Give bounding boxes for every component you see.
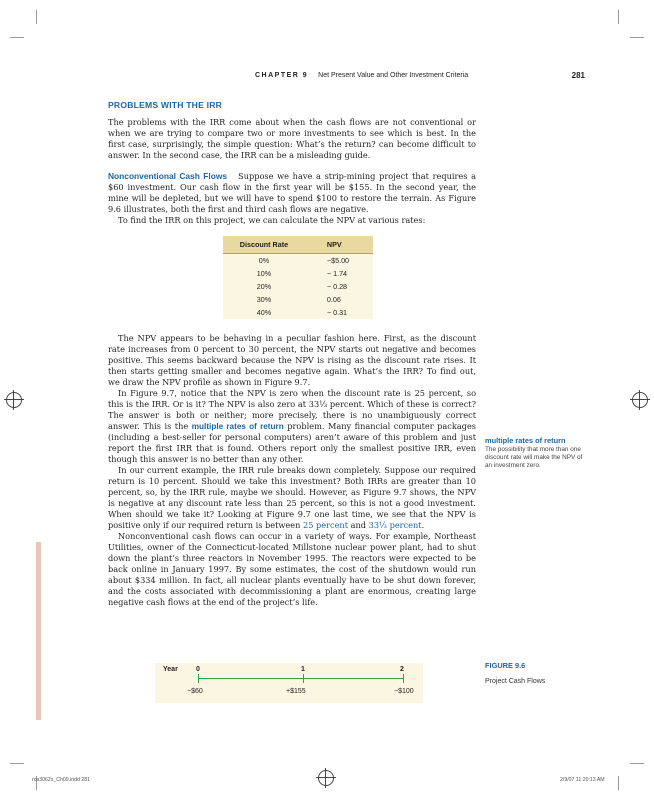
subsection-heading: Nonconventional Cash Flows [108,171,227,181]
crop-mark [36,10,37,24]
npv-table [223,236,373,319]
npv-cell: 0.06 [305,293,373,306]
paragraph-text: and [350,520,367,530]
table-row [223,254,373,268]
year-label: Year [163,666,178,673]
main-column [108,100,476,608]
rate-cell: 30% [223,293,305,306]
npv-cell: − 0.31 [305,306,373,319]
timeline-tick [403,674,404,683]
margin-term: multiple rates of return [485,436,566,445]
running-header [255,72,585,84]
crop-mark [630,37,644,38]
cash-flow-timeline [155,663,423,703]
table-row [223,306,373,319]
year-tick-label: 0 [196,666,200,673]
chapter-title: Net Present Value and Other Investment Criteria [318,72,469,79]
paragraph-text: In our current example, the IRR rule breaks down completely. Suppose our required return is 10 percent. Should we take this investment? Both IRRs are greater than 10 percent, so, by the IRR rule, maybe we should. However, as Figure 9.7 shows, the NPV is negative at any discount rate less than 25 percent, so this is not a good investment. When should we take it? Looking at Figure 9.7 one last time, we see that the NPV is positive only if our required return is between [108,465,476,530]
npv-cell: − 0.28 [305,280,373,293]
table-header-cell: NPV [305,236,373,254]
table-row [223,293,373,306]
key-term: multiple rates of return [191,422,284,431]
registration-mark-icon [318,770,334,786]
page-number: 281 [571,71,585,80]
cash-flow-value: −$60 [187,688,203,695]
crop-mark [10,37,24,38]
year-tick-label: 1 [301,666,305,673]
table-row [223,267,373,280]
paragraph-multiple-irr [108,388,476,465]
paragraph: To find the IRR on this project, we can calculate the NPV at various rates: [118,215,426,225]
cash-flow-value: −$100 [394,688,414,695]
chapter-label: CHAPTER 9 [255,72,309,79]
section-intro: The problems with the IRR come about when the cash flows are not conventional or when we are trying to compare two or more investments to see which is best. In the first case, surprisingly, the simple question: What’s the return? can become difficult to answer. In the second case, the IRR can be a misleading guide. [108,117,476,160]
paragraph-required-return [108,465,476,531]
npv-cell: −$5.00 [305,254,373,268]
link-25-percent[interactable]: 25 percent [302,520,348,530]
registration-mark-icon [6,392,22,408]
color-bleed-bar [36,542,41,720]
footer-datetime: 2/9/07 11:20:13 AM [560,777,605,783]
crop-mark [618,10,619,24]
table-row [223,280,373,293]
timeline-tick [198,674,199,683]
subsection-text: Suppose we have a strip-mining project that requires a $60 investment. Our cash flow in the first year will be $155. In the second year, the mine will be depleted, but we will have to spend $100 to restore the terrain. As Figure 9.6 illustrates, both the first and third cash flows are negative. [108,171,477,214]
figure-number: FIGURE 9.6 [485,661,526,670]
subsection-paragraph [108,171,476,215]
rate-cell: 20% [223,280,305,293]
figure-title: Project Cash Flows [485,678,546,685]
rate-cell: 10% [223,267,305,280]
section-heading: PROBLEMS WITH THE IRR [108,100,223,110]
crop-mark [618,776,619,790]
footer-file: ros3062x_Ch09.indd 281 [32,777,90,783]
crop-mark [630,763,644,764]
year-tick-label: 2 [400,666,404,673]
rate-cell: 0% [223,254,305,268]
timeline-tick [303,674,304,683]
npv-cell: − 1.74 [305,267,373,280]
table-header-cell: Discount Rate [223,236,305,254]
figure-caption [485,661,545,688]
cash-flow-value: +$155 [286,688,306,695]
paragraph-text: problem. Many financial computer packages (including a best-seller for personal computers) aren’t aware of this problem and just report the first IRR that is found. Others report only the smallest positive IRR, even though this answer is no better than any other. [108,421,477,464]
timeline-axis [198,678,404,679]
crop-mark [10,763,24,764]
paragraph: Nonconventional cash flows can occur in a variety of ways. For example, Northeast Utilities, owner of the Connecticut-located Millstone nuclear power plant, had to shut down the plant’s three reactors in November 1995. The reactors were expected to be back online in January 1997. By some estimates, the cost of the shutdown would run about $334 million. In fact, all nuclear plants eventually have to be shut down forever, and the costs associated with decommissioning a plant are enormous, creating large negative cash flows at the end of the project’s life. [108,531,476,607]
paragraph: The NPV appears to be behaving in a peculiar fashion here. First, as the discount rate increases from 0 percent to 30 percent, the NPV starts out negative and becomes positive. This seems backward because the NPV is rising as the discount rate rises. It then starts getting smaller and becomes negative again. What’s the IRR? To find out, we draw the NPV profile as shown in Figure 9.7. [108,333,476,387]
link-33-percent[interactable]: 33⅓ percent [368,520,422,530]
margin-definition [485,437,585,470]
rate-cell: 40% [223,306,305,319]
registration-mark-icon [632,392,648,408]
paragraph-text: In Figure 9.7, notice that the NPV is zero when the discount rate is 25 percent, so this is the IRR. Or is it? The NPV is also zero at 33⅓ percent. Which of these is correct? The answer is both or neither; more precisely, there is no unambiguously correct answer. This is the [108,388,476,431]
table-header-row [223,236,373,254]
margin-definition-text: The possibility that more than one discount rate will make the NPV of an investment zero. [485,446,583,469]
paragraph-text: . [421,520,425,530]
